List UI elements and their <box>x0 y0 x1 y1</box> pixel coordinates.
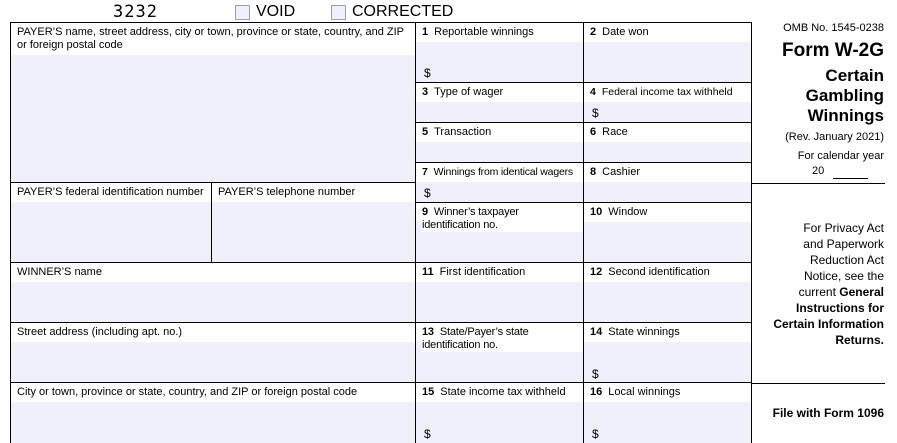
box11-first-identification[interactable] <box>416 263 584 323</box>
box3-type-of-wager[interactable] <box>416 83 584 123</box>
box4-number: 4 <box>590 86 596 98</box>
privacy-bold2: Instructions for <box>795 301 884 315</box>
box1-label: Reportable winnings <box>434 26 534 38</box>
privacy-bold1: General <box>839 285 884 299</box>
void-checkbox[interactable] <box>235 5 250 20</box>
right-divider-bottom <box>752 383 885 384</box>
payer-fein-label: PAYER’S federal identification number <box>17 186 208 199</box>
box6-label: Race <box>602 126 628 138</box>
box12-label: Second identification <box>608 266 710 278</box>
box1-number: 1 <box>422 26 429 38</box>
privacy-line3: Reduction Act <box>809 253 884 267</box>
void-label: VOID <box>256 3 296 20</box>
box6-number: 6 <box>590 126 597 138</box>
box15-dollar: $ <box>424 427 431 441</box>
privacy-line2: and Paperwork <box>803 237 884 251</box>
revision-date: (Rev. January 2021) <box>785 131 884 143</box>
box10-window[interactable] <box>584 203 752 263</box>
corrected-checkbox[interactable] <box>331 5 346 20</box>
box11-label: First identification <box>439 266 526 278</box>
payer-phone-field[interactable] <box>212 183 416 263</box>
box13-state-id[interactable] <box>416 323 584 383</box>
file-with-form: File with Form 1096 <box>772 406 884 420</box>
box5-label: Transaction <box>434 126 492 138</box>
payer-name-field[interactable] <box>11 23 416 183</box>
box14-number: 14 <box>590 326 603 338</box>
box10-label: Window <box>608 206 648 218</box>
box4-federal-tax-withheld[interactable] <box>584 83 752 123</box>
box3-label: Type of wager <box>434 86 504 98</box>
box3-number: 3 <box>422 86 429 98</box>
payer-fein-field[interactable] <box>11 183 212 263</box>
box14-state-winnings[interactable] <box>584 323 752 383</box>
box7-number: 7 <box>422 166 428 178</box>
year-input[interactable] <box>833 168 868 179</box>
title-line3: Winnings <box>807 106 884 125</box>
omb-number: OMB No. 1545-0238 <box>783 22 884 34</box>
box14-dollar: $ <box>592 367 599 381</box>
street-address-label: Street address (including apt. no.) <box>17 326 186 339</box>
box5-number: 5 <box>422 126 429 138</box>
box16-dollar: $ <box>592 427 599 441</box>
box9-number: 9 <box>422 206 428 218</box>
box7-dollar: $ <box>424 186 431 200</box>
box16-label: Local winnings <box>608 386 681 398</box>
box15-number: 15 <box>422 386 435 398</box>
right-divider-top <box>752 183 885 184</box>
box14-label: State winnings <box>608 326 680 338</box>
box2-number: 2 <box>590 26 597 38</box>
year-prefix: 20 <box>812 165 825 177</box>
form-code: 3232 <box>113 2 158 22</box>
box13-label: State/Payer’s state identification no. <box>422 326 529 351</box>
title-line2: Gambling <box>805 86 884 105</box>
privacy-line4: Notice, see the <box>803 269 884 283</box>
box8-number: 8 <box>590 166 597 178</box>
box12-number: 12 <box>590 266 603 278</box>
box5-transaction[interactable] <box>416 123 584 163</box>
box13-number: 13 <box>422 326 434 338</box>
box8-cashier[interactable] <box>584 163 752 203</box>
form-title: Form W-2G <box>781 40 884 61</box>
box9-winner-tin[interactable] <box>416 203 584 263</box>
box12-second-identification[interactable] <box>584 263 752 323</box>
box15-label: State income tax withheld <box>440 386 566 398</box>
corrected-label: CORRECTED <box>352 3 454 20</box>
winner-name-label: WINNER’S name <box>17 266 106 279</box>
box7-label: Winnings from identical wagers <box>433 166 573 178</box>
street-address-field[interactable] <box>11 323 416 383</box>
box15-state-tax-withheld[interactable] <box>416 383 584 443</box>
city-field[interactable] <box>11 383 416 443</box>
payer-name-label: PAYER’S name, street address, city or town, province or state, country, and ZIP or foreign postal code <box>17 26 404 51</box>
box4-label: Federal income tax withheld <box>601 86 733 98</box>
box2-date-won[interactable] <box>584 23 752 83</box>
box16-number: 16 <box>590 386 603 398</box>
privacy-line1: For Privacy Act <box>803 221 884 235</box>
box16-local-winnings[interactable] <box>584 383 752 443</box>
city-label: City or town, province or state, country, and ZIP or foreign postal code <box>17 386 361 399</box>
privacy-notice <box>773 220 884 348</box>
box4-dollar: $ <box>592 106 599 120</box>
privacy-bold4: Returns. <box>835 333 884 347</box>
winner-name-field[interactable] <box>11 263 416 323</box>
box6-race[interactable] <box>584 123 752 163</box>
box9-label: Winner’s taxpayer identification no. <box>422 206 519 231</box>
box1-dollar: $ <box>424 66 431 80</box>
box7-identical-wagers[interactable] <box>416 163 584 203</box>
calendar-year-label: For calendar year <box>797 150 884 162</box>
box10-number: 10 <box>590 206 603 218</box>
box11-number: 11 <box>422 266 434 278</box>
box8-label: Cashier <box>602 166 641 178</box>
privacy-line5: current <box>798 285 836 299</box>
privacy-bold3: Certain Information <box>773 317 884 331</box>
box1-reportable-winnings[interactable] <box>416 23 584 83</box>
box2-label: Date won <box>602 26 649 38</box>
title-line1: Certain <box>825 66 884 85</box>
payer-phone-label: PAYER’S telephone number <box>218 186 359 199</box>
